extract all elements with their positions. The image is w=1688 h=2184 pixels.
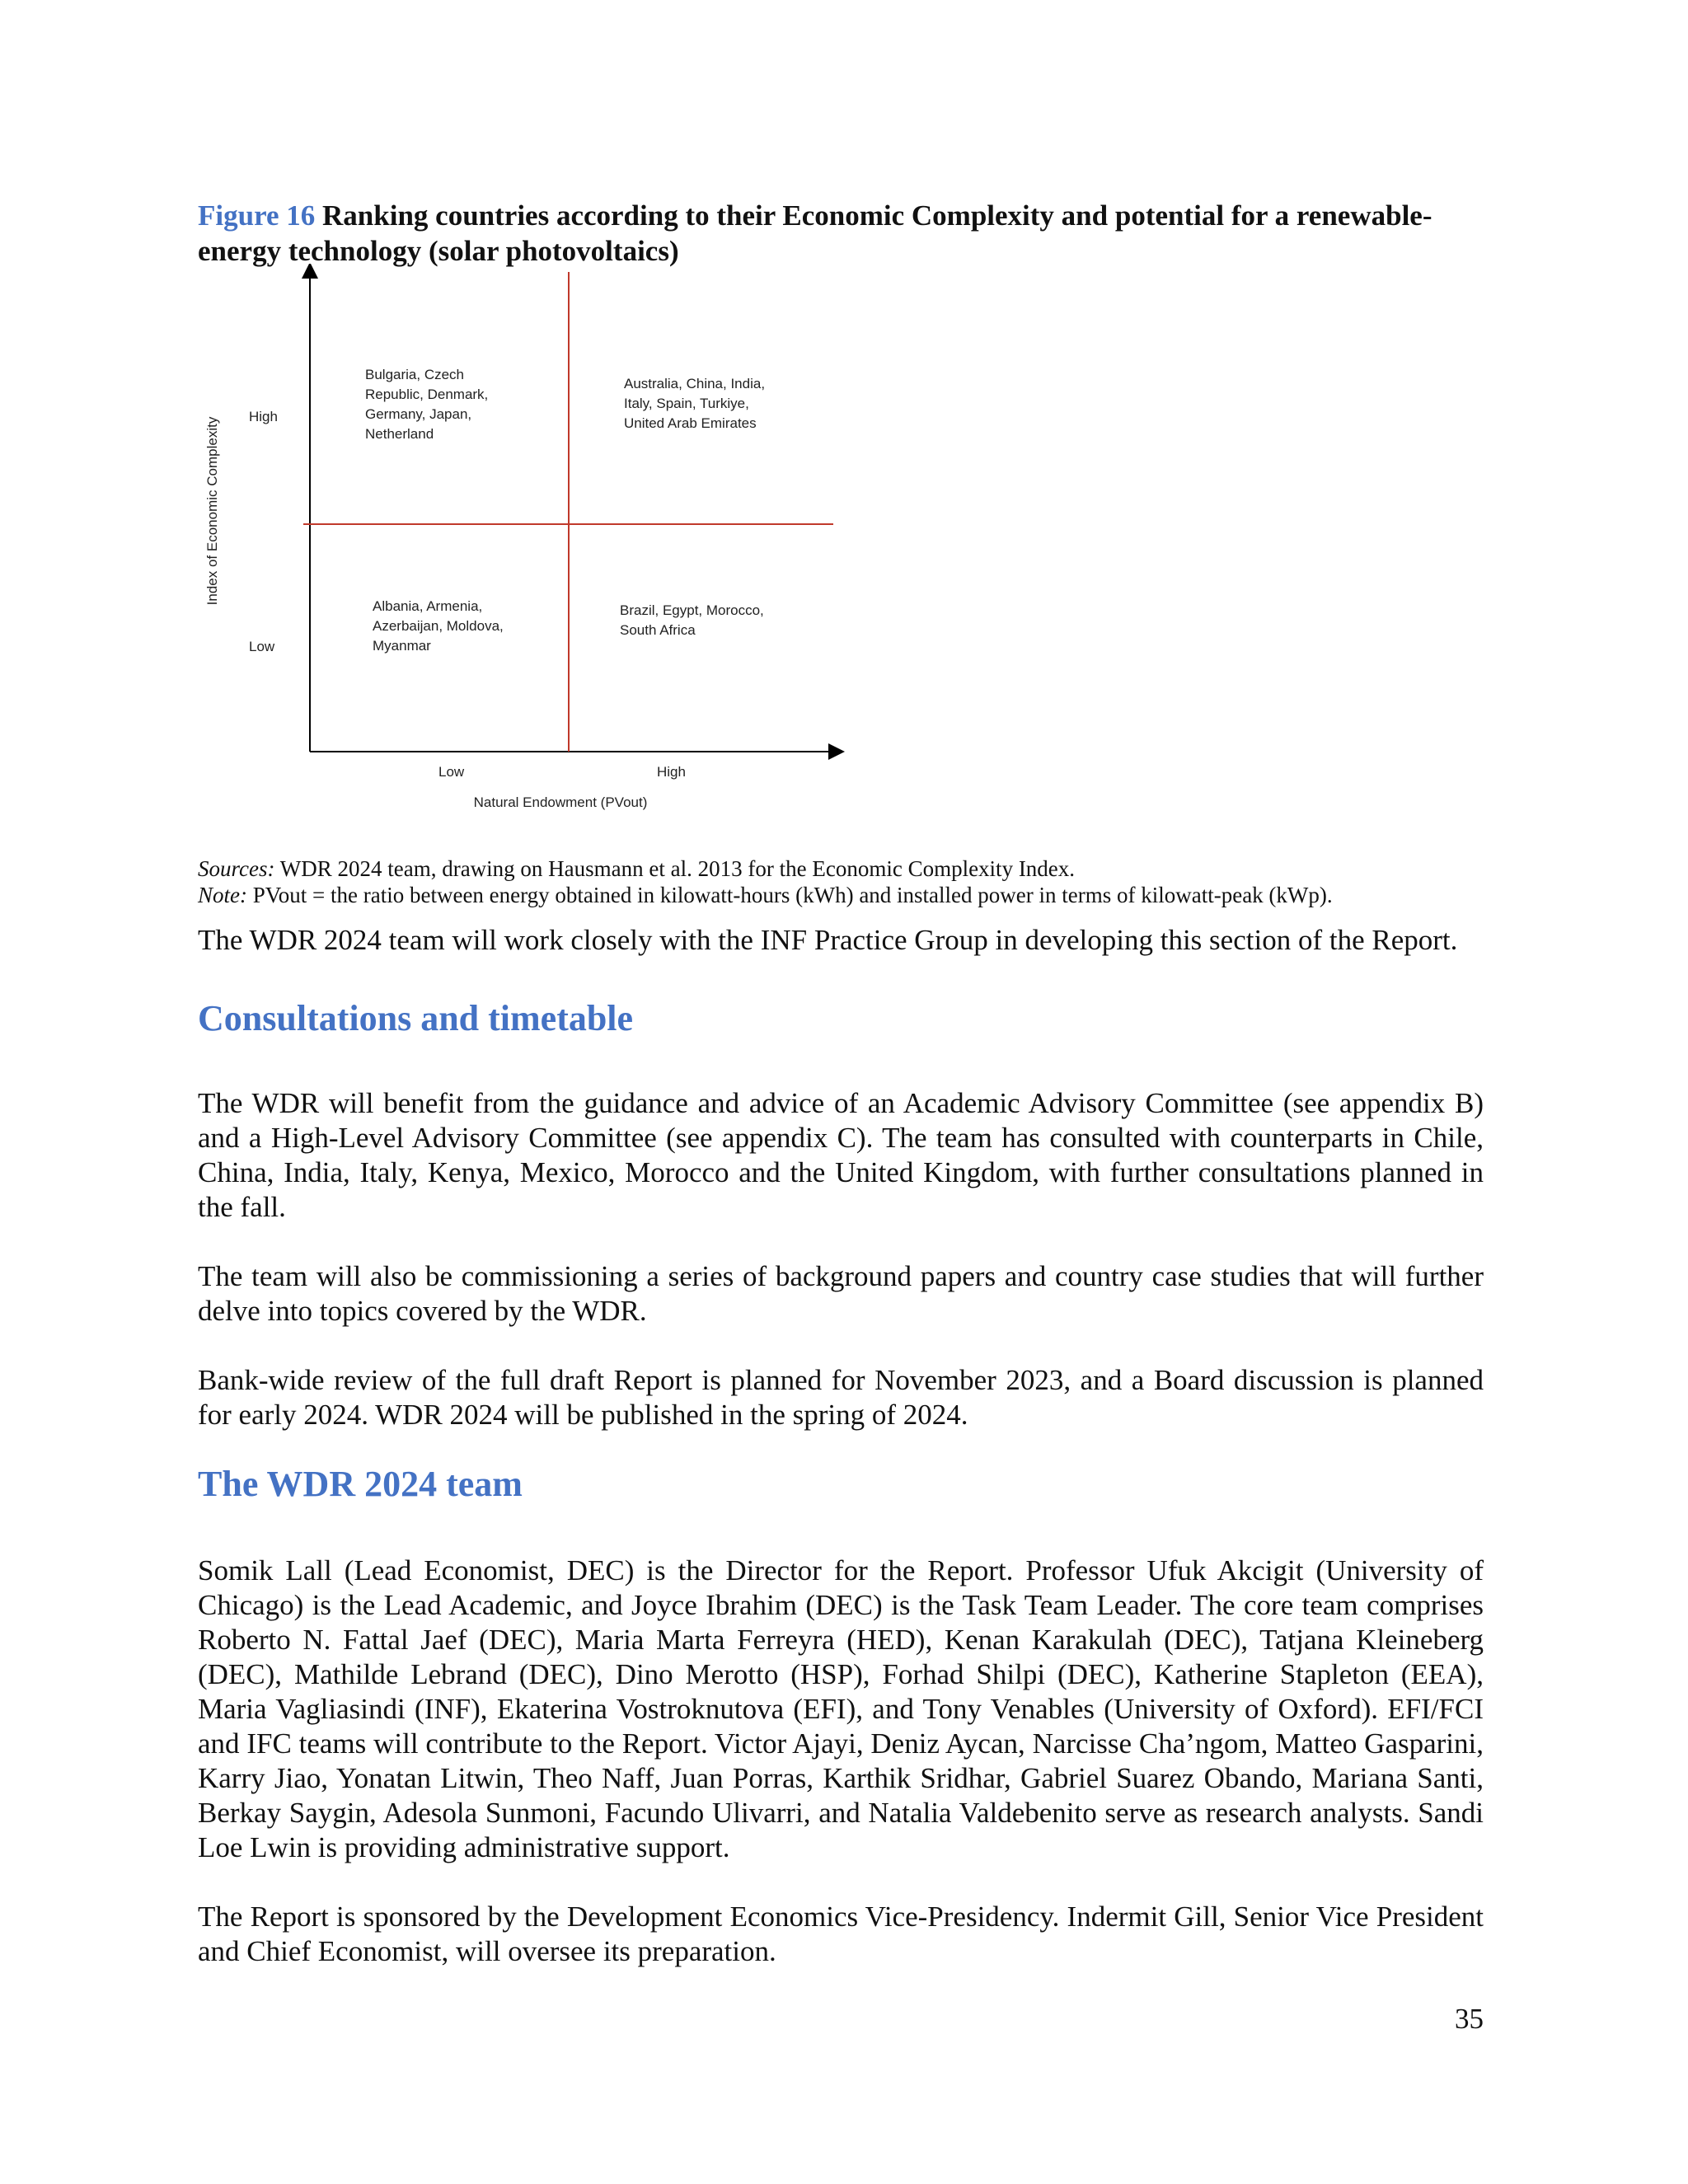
quadrant-low-low xyxy=(373,598,508,654)
figure-title: Ranking countries according to their Economic Complexity and potential for a renewable-energy technology (solar photovoltaics) xyxy=(198,199,1432,267)
sources-line xyxy=(198,855,1484,882)
heading-team: The WDR 2024 team xyxy=(198,1464,523,1504)
quadrant-high-high xyxy=(624,376,769,431)
heading-consultations: Consultations and timetable xyxy=(198,998,634,1038)
quadrant-line: Netherland xyxy=(365,426,434,442)
figure-label: Figure 16 xyxy=(198,199,316,232)
paragraph-inf: The WDR 2024 team will work closely with the INF Practice Group in developing this section of the Report. xyxy=(198,924,1458,956)
quadrant-low-high xyxy=(620,602,768,638)
sources-label: Sources: xyxy=(198,856,275,881)
paragraph-consultations-2: The team will also be commissioning a series of background papers and country case studies that will further delve into topics covered by the WDR. xyxy=(198,1260,1484,1327)
note-line xyxy=(198,882,1484,908)
y-tick-high: High xyxy=(249,409,278,424)
note-text: PVout = the ratio between energy obtained in kilowatt-hours (kWh) and installed power in terms of kilowatt-peak (kWp). xyxy=(252,883,1333,907)
x-axis-label: Natural Endowment (PVout) xyxy=(473,794,648,810)
y-tick-low: Low xyxy=(249,639,275,654)
figure-sources xyxy=(198,855,1484,908)
quadrant-high-low xyxy=(365,367,492,442)
quadrant-line: United Arab Emirates xyxy=(624,415,757,431)
paragraph-consultations-1: The WDR will benefit from the guidance and advice of an Academic Advisory Committee (see appendix B) and a High-Level Advisory Committee (see appendix C). The team has consulted with counterparts in Chile, China, India, Italy, Kenya, Mexico, Morocco and the United Kingdom, with further consultations planned in the fall. xyxy=(198,1087,1484,1223)
paragraph-team-2: The Report is sponsored by the Development Economics Vice-Presidency. Indermit Gill, Senior Vice President and Chief Economist, will oversee its preparation. xyxy=(198,1900,1484,1967)
quadrant-line: Myanmar xyxy=(373,638,431,654)
quadrant-line: Republic, Denmark, xyxy=(365,387,489,402)
quadrant-line: Germany, Japan, xyxy=(365,406,472,422)
x-tick-low: Low xyxy=(438,764,465,780)
x-tick-high: High xyxy=(657,764,686,780)
quadrant-line: Australia, China, India, xyxy=(624,376,766,391)
quadrant-line: Azerbaijan, Moldova, xyxy=(373,618,504,634)
quadrant-line: Italy, Spain, Turkiye, xyxy=(624,396,749,411)
sources-text: WDR 2024 team, drawing on Hausmann et al. 2013 for the Economic Complexity Index. xyxy=(279,856,1076,881)
paragraph-team-1: Somik Lall (Lead Economist, DEC) is the Director for the Report. Professor Ufuk Akcigit (University of Chicago) is the Lead Academic, and Joyce Ibrahim (DEC) is the Task Team Leader. The core team comprises Roberto N. Fattal Jaef (DEC), Maria Marta Ferreyra (HED), Kenan Karakulah (DEC), Tatjana Kleineberg (DEC), Mathilde Lebrand (DEC), Dino Merotto (HSP), Forhad Shilpi (DEC), Katherine Stapleton (EEA), Maria Vagliasindi (INF), Ekaterina Vostroknutova (EFI), and Tony Venables (University of Oxford). EFI/FCI and IFC teams will contribute to the Report. Victor Ajayi, Deniz Aycan, Narcisse Cha’ngom, Matteo Gasparini, Karry Jiao, Yonatan Litwin, Theo Naff, Juan Porras, Karthik Sridhar, Gabriel Suarez Obando, Mariana Santi, Berkay Saygin, Adesola Sunmoni, Facundo Ulivarri, and Natalia Valdebenito serve as research analysts. Sandi Loe Lwin is providing administrative support. xyxy=(198,1554,1484,1863)
quadrant-line: Bulgaria, Czech xyxy=(365,367,465,382)
paragraph-consultations-3: Bank-wide review of the full draft Report is planned for November 2023, and a Board discussion is planned for early 2024. WDR 2024 will be published in the spring of 2024. xyxy=(198,1364,1484,1431)
quadrant-chart xyxy=(194,264,861,832)
figure-caption xyxy=(198,198,1484,269)
quadrant-line: South Africa xyxy=(620,622,696,638)
y-axis-label: Index of Economic Complexity xyxy=(204,416,220,606)
note-label: Note: xyxy=(198,883,247,907)
page-number: 35 xyxy=(1455,2003,1484,2035)
quadrant-line: Brazil, Egypt, Morocco, xyxy=(620,602,764,618)
quadrant-line: Albania, Armenia, xyxy=(373,598,483,614)
